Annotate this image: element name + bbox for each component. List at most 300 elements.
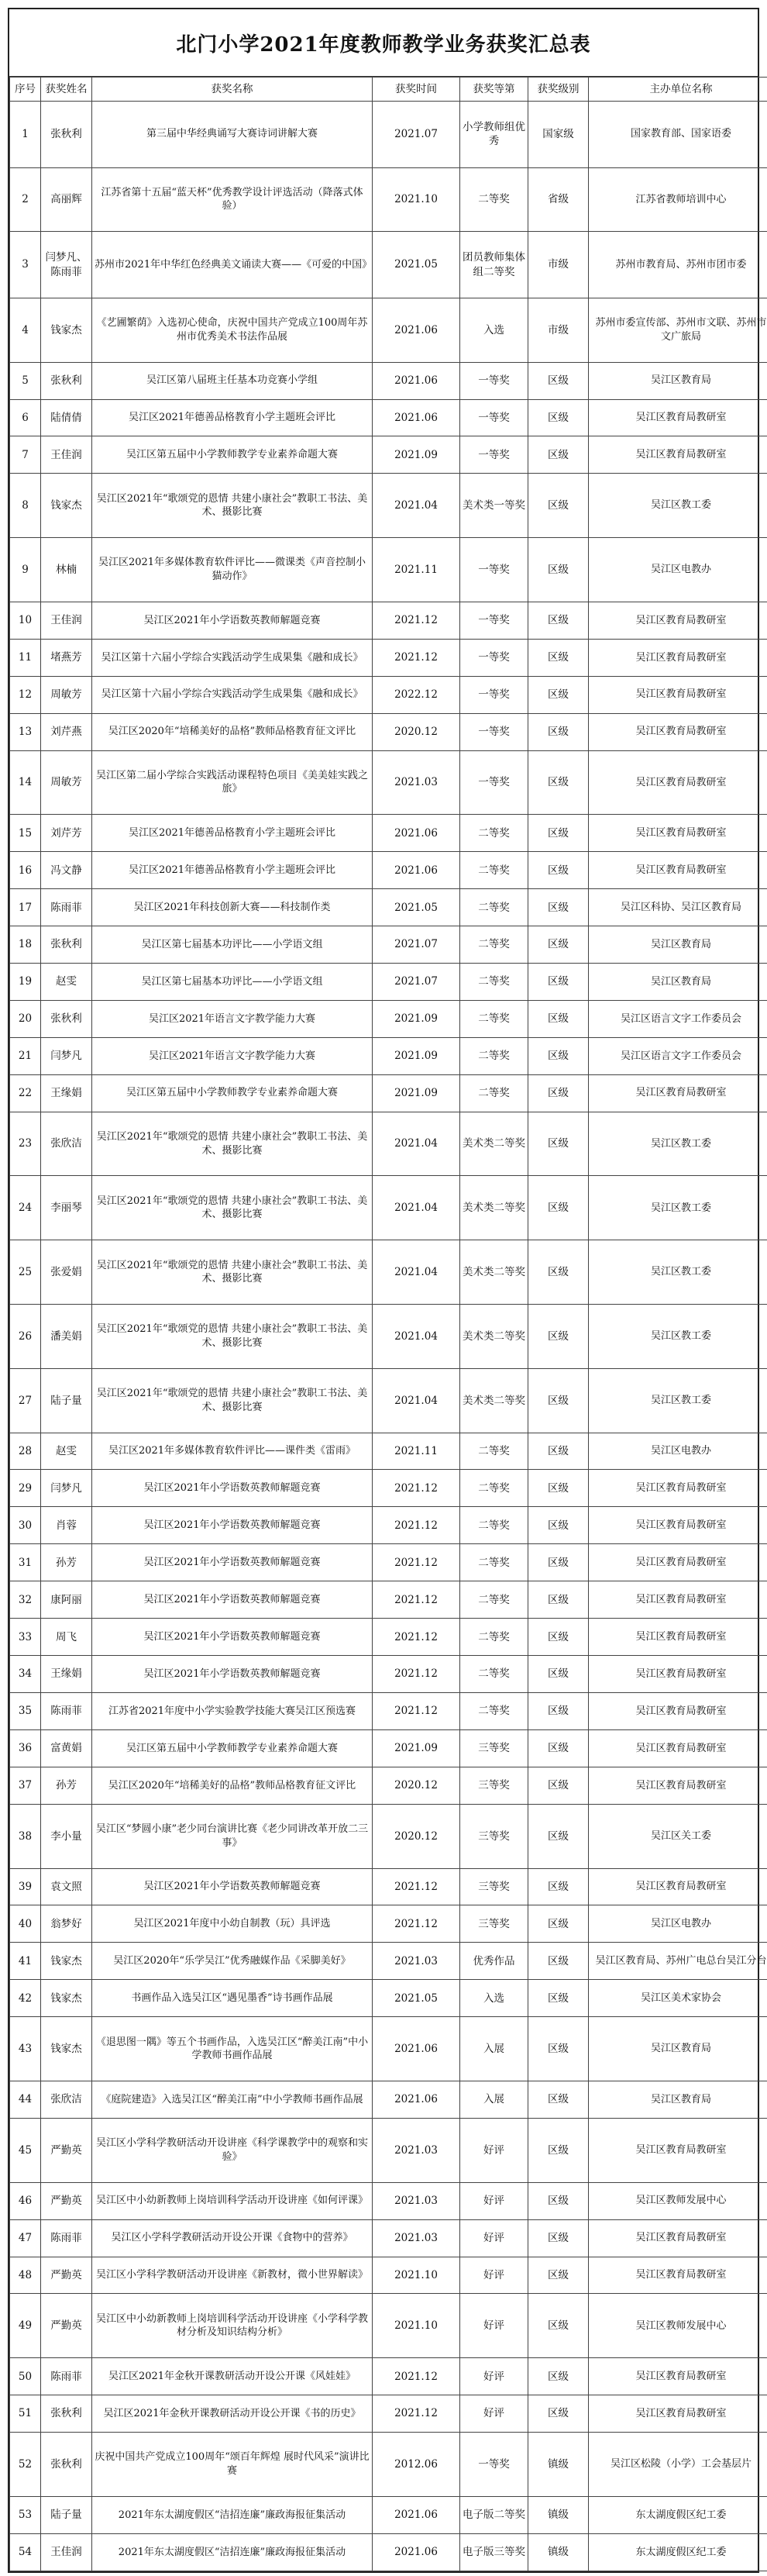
cell-name: 肖蓉 [41,1507,92,1544]
cell-no: 42 [10,1980,41,2017]
cell-org: 吴江区教育局教研室 [589,436,767,474]
cell-level: 区级 [528,1544,589,1581]
cell-time: 2021.12 [373,1544,460,1581]
cell-award: 吴江区2021年德善品格教育小学主题班会评比 [92,815,373,852]
cell-time: 2021.10 [373,167,460,232]
cell-no: 21 [10,1037,41,1074]
cell-time: 2021.12 [373,2395,460,2433]
cell-time: 2021.03 [373,1943,460,1980]
table-row [10,232,767,298]
cell-name: 钱家杰 [41,1943,92,1980]
cell-name: 孙芳 [41,1544,92,1581]
cell-org: 吴江区教育局、苏州广电总台吴江分台 [589,1943,767,1980]
award-sheet [8,8,767,2573]
cell-grade: 一等奖 [460,538,528,602]
cell-award: 吴江区2021年金秋开课教研活动开设公开课《风娃娃》 [92,2358,373,2395]
cell-level: 区级 [528,889,589,926]
cell-grade: 三等奖 [460,1767,528,1804]
cell-grade: 优秀作品 [460,1943,528,1980]
cell-org: 吴江区松陵（小学）工会基层片 [589,2433,767,2497]
cell-level: 区级 [528,2358,589,2395]
cell-no: 20 [10,1000,41,1037]
cell-name: 赵雯 [41,964,92,1001]
cell-level: 镇级 [528,2496,589,2533]
cell-level: 区级 [528,2118,589,2182]
cell-time: 2021.05 [373,889,460,926]
table-row [10,676,767,713]
cell-level: 区级 [528,964,589,1001]
cell-award: 吴江区2021年“歌颂党的恩情 共建小康社会”教职工书法、美术、摄影比赛 [92,1368,373,1433]
cell-grade: 二等奖 [460,167,528,232]
cell-org: 江苏省教师培训中心 [589,167,767,232]
cell-award: 吴江区2021年多媒体教育软件评比——微课类《声音控制小猫动作》 [92,538,373,602]
cell-org: 吴江区教师发展中心 [589,2182,767,2219]
cell-level: 区级 [528,1619,589,1656]
table-row [10,1000,767,1037]
cell-no: 52 [10,2433,41,2497]
cell-org: 吴江区教工委 [589,474,767,538]
cell-org: 吴江区教育局教研室 [589,1693,767,1730]
cell-name: 陈雨菲 [41,2358,92,2395]
table-row [10,639,767,676]
cell-no: 40 [10,1905,41,1943]
cell-time: 2021.06 [373,298,460,362]
header-level: 获奖级别 [528,78,589,102]
cell-level: 区级 [528,1112,589,1176]
cell-org: 吴江区教工委 [589,1176,767,1240]
cell-award: 吴江区2021年“歌颂党的恩情 共建小康社会”教职工书法、美术、摄影比赛 [92,1176,373,1240]
cell-level: 区级 [528,1074,589,1112]
cell-org: 吴江区教育局教研室 [589,1544,767,1581]
cell-award: 吴江区中小幼新教师上岗培训科学活动开设讲座《如何评课》 [92,2182,373,2219]
cell-grade: 二等奖 [460,1544,528,1581]
cell-grade: 一等奖 [460,362,528,399]
cell-org: 吴江区教育局教研室 [589,1470,767,1507]
cell-award: 吴江区第二届小学综合实践活动课程特色项目《美美娃实践之旅》 [92,750,373,815]
cell-award: 吴江区2021年“歌颂党的恩情 共建小康社会”教职工书法、美术、摄影比赛 [92,474,373,538]
cell-award: 吴江区2021年小学语数英教师解题竞赛 [92,602,373,639]
cell-award: 吴江区2020年“乐学吴江”优秀融媒作品《采脚美好》 [92,1943,373,1980]
header-no: 序号 [10,78,41,102]
cell-org: 吴江区电教办 [589,538,767,602]
cell-org: 吴江区教育局教研室 [589,2358,767,2395]
cell-award: 吴江区2021年科技创新大赛——科技制作类 [92,889,373,926]
cell-award: 吴江区2021年小学语数英教师解题竞赛 [92,1868,373,1905]
cell-name: 张秋利 [41,926,92,964]
cell-award: 吴江区第十六届小学综合实践活动学生成果集《融和成长》 [92,639,373,676]
cell-grade: 美术类二等奖 [460,1176,528,1240]
cell-grade: 三等奖 [460,1729,528,1767]
cell-time: 2021.12 [373,1619,460,1656]
header-org: 主办单位名称 [589,78,767,102]
cell-time: 2021.04 [373,1368,460,1433]
cell-level: 区级 [528,639,589,676]
cell-level: 区级 [528,1656,589,1693]
cell-org: 吴江区教工委 [589,1240,767,1305]
cell-level: 区级 [528,1905,589,1943]
cell-grade: 好评 [460,2118,528,2182]
cell-no: 22 [10,1074,41,1112]
cell-grade: 美术类二等奖 [460,1305,528,1369]
cell-org: 吴江区教育局教研室 [589,2395,767,2433]
cell-award: 第三届中华经典诵写大赛诗词讲解大赛 [92,102,373,168]
table-row [10,2081,767,2118]
cell-level: 区级 [528,2182,589,2219]
table-row [10,815,767,852]
table-row [10,2182,767,2219]
cell-grade: 二等奖 [460,1074,528,1112]
cell-grade: 一等奖 [460,2433,528,2497]
cell-name: 堵燕芳 [41,639,92,676]
table-header-row [10,78,767,102]
cell-award: 吴江区2021年小学语数英教师解题竞赛 [92,1581,373,1619]
cell-org: 吴江区教育局教研室 [589,676,767,713]
table-row [10,538,767,602]
cell-name: 赵雯 [41,1433,92,1470]
cell-no: 19 [10,964,41,1001]
cell-name: 钱家杰 [41,474,92,538]
cell-award: 吴江区小学科学教研活动开设公开课《食物中的营养》 [92,2219,373,2257]
table-row [10,1240,767,1305]
table-row [10,2017,767,2081]
table-row [10,2395,767,2433]
cell-grade: 电子版三等奖 [460,2533,528,2571]
table-row [10,750,767,815]
cell-no: 51 [10,2395,41,2433]
cell-grade: 团员教师集体组二等奖 [460,232,528,298]
cell-award: 吴江区2021年小学语数英教师解题竞赛 [92,1619,373,1656]
cell-grade: 二等奖 [460,1037,528,1074]
cell-award: 吴江区2021年小学语数英教师解题竞赛 [92,1470,373,1507]
cell-no: 31 [10,1544,41,1581]
cell-no: 54 [10,2533,41,2571]
cell-level: 区级 [528,1943,589,1980]
cell-time: 2021.03 [373,2219,460,2257]
cell-name: 闫梦凡 [41,1037,92,1074]
cell-name: 钱家杰 [41,1980,92,2017]
cell-grade: 美术类二等奖 [460,1112,528,1176]
cell-org: 吴江区教育局教研室 [589,852,767,889]
cell-time: 2021.11 [373,1433,460,1470]
cell-level: 镇级 [528,2533,589,2571]
table-row [10,474,767,538]
cell-level: 市级 [528,232,589,298]
cell-org: 吴江区教育局教研室 [589,1656,767,1693]
cell-name: 林楠 [41,538,92,602]
cell-level: 区级 [528,436,589,474]
cell-level: 区级 [528,750,589,815]
table-row [10,713,767,750]
cell-org: 东太湖度假区纪工委 [589,2496,767,2533]
cell-award: 吴江区第五届中小学教师教学专业素养命题大赛 [92,1074,373,1112]
cell-time: 2021.07 [373,926,460,964]
table-row [10,298,767,362]
cell-award: 吴江区2021年语言文字教学能力大赛 [92,1037,373,1074]
cell-no: 5 [10,362,41,399]
cell-org: 吴江区教育局教研室 [589,2219,767,2257]
cell-time: 2021.10 [373,2257,460,2294]
cell-level: 区级 [528,1804,589,1868]
cell-level: 区级 [528,1368,589,1433]
cell-level: 区级 [528,1240,589,1305]
cell-level: 区级 [528,2395,589,2433]
cell-grade: 二等奖 [460,1656,528,1693]
cell-org: 吴江区教工委 [589,1305,767,1369]
cell-grade: 好评 [460,2395,528,2433]
cell-level: 区级 [528,1868,589,1905]
cell-award: 苏州市2021年中华红色经典美文诵读大赛——《可爱的中国》 [92,232,373,298]
cell-name: 孙芳 [41,1767,92,1804]
cell-time: 2021.07 [373,102,460,168]
cell-level: 市级 [528,298,589,362]
cell-org: 吴江区教育局 [589,362,767,399]
cell-name: 张欣洁 [41,2081,92,2118]
cell-grade: 二等奖 [460,889,528,926]
cell-name: 王缘娟 [41,1074,92,1112]
cell-time: 2021.09 [373,436,460,474]
table-row [10,1767,767,1804]
cell-no: 45 [10,2118,41,2182]
cell-no: 36 [10,1729,41,1767]
cell-time: 2021.03 [373,2182,460,2219]
cell-name: 高丽辉 [41,167,92,232]
cell-grade: 美术类二等奖 [460,1368,528,1433]
cell-award: 江苏省2021年度中小学实验教学技能大赛吴江区预选赛 [92,1693,373,1730]
cell-time: 2020.12 [373,1804,460,1868]
table-row [10,2257,767,2294]
cell-time: 2021.06 [373,2081,460,2118]
cell-org: 吴江区教育局教研室 [589,815,767,852]
cell-time: 2021.12 [373,2358,460,2395]
cell-award: 吴江区2021年语言文字教学能力大赛 [92,1000,373,1037]
cell-time: 2021.12 [373,1693,460,1730]
table-row [10,1619,767,1656]
cell-level: 区级 [528,1729,589,1767]
table-row [10,1305,767,1369]
cell-level: 区级 [528,1980,589,2017]
cell-time: 2021.06 [373,399,460,436]
table-row [10,889,767,926]
cell-name: 严勤英 [41,2294,92,2358]
cell-name: 张秋利 [41,2395,92,2433]
table-row [10,1470,767,1507]
cell-time: 2020.12 [373,1767,460,1804]
cell-time: 2021.09 [373,1037,460,1074]
cell-org: 吴江区教工委 [589,1368,767,1433]
header-name: 获奖姓名 [41,78,92,102]
cell-name: 陆子量 [41,2496,92,2533]
cell-org: 吴江区教育局教研室 [589,750,767,815]
cell-no: 38 [10,1804,41,1868]
cell-level: 国家级 [528,102,589,168]
cell-no: 48 [10,2257,41,2294]
cell-org: 吴江区教育局教研室 [589,639,767,676]
cell-org: 吴江区教育局教研室 [589,399,767,436]
cell-org: 吴江区教育局教研室 [589,1767,767,1804]
cell-grade: 小学教师组优秀 [460,102,528,168]
cell-grade: 二等奖 [460,815,528,852]
cell-name: 康阿丽 [41,1581,92,1619]
cell-no: 7 [10,436,41,474]
cell-no: 13 [10,713,41,750]
table-row [10,1544,767,1581]
cell-name: 王佳润 [41,436,92,474]
cell-org: 吴江区教育局 [589,964,767,1001]
cell-grade: 一等奖 [460,436,528,474]
cell-org: 吴江区电教办 [589,1433,767,1470]
cell-level: 区级 [528,538,589,602]
cell-grade: 一等奖 [460,399,528,436]
cell-name: 冯文静 [41,852,92,889]
cell-award: 吴江区中小幼新教师上岗培训科学活动开设讲座《小学科学教材分析及知识结构分析》 [92,2294,373,2358]
cell-no: 53 [10,2496,41,2533]
cell-time: 2021.06 [373,2496,460,2533]
cell-no: 43 [10,2017,41,2081]
cell-org: 吴江区教育局教研室 [589,1619,767,1656]
cell-no: 35 [10,1693,41,1730]
cell-no: 34 [10,1656,41,1693]
cell-name: 闫梦凡 [41,1470,92,1507]
cell-name: 李丽琴 [41,1176,92,1240]
cell-level: 区级 [528,1433,589,1470]
cell-org: 吴江区教育局教研室 [589,1507,767,1544]
cell-level: 区级 [528,2017,589,2081]
cell-grade: 一等奖 [460,639,528,676]
cell-time: 2021.06 [373,852,460,889]
table-row [10,2118,767,2182]
table-row [10,1581,767,1619]
cell-no: 12 [10,676,41,713]
cell-time: 2021.09 [373,1729,460,1767]
cell-award: 吴江区第七届基本功评比——小学语文组 [92,926,373,964]
table-row [10,1176,767,1240]
cell-name: 刘芹燕 [41,713,92,750]
cell-org: 东太湖度假区纪工委 [589,2533,767,2571]
cell-grade: 三等奖 [460,1804,528,1868]
cell-no: 6 [10,399,41,436]
cell-name: 严勤英 [41,2182,92,2219]
cell-name: 周飞 [41,1619,92,1656]
cell-no: 37 [10,1767,41,1804]
cell-org: 国家教育部、国家语委 [589,102,767,168]
cell-grade: 入选 [460,298,528,362]
cell-org: 吴江区教育局 [589,926,767,964]
cell-grade: 二等奖 [460,852,528,889]
cell-award: 吴江区2020年“培稀美好的品格”教师品格教育征文评比 [92,1767,373,1804]
cell-award: 《退思图一隅》等五个书画作品，入选吴江区“醉美江南”中小学教师书画作品展 [92,2017,373,2081]
cell-level: 区级 [528,2081,589,2118]
cell-time: 2021.10 [373,2294,460,2358]
cell-level: 区级 [528,1767,589,1804]
cell-name: 严勤英 [41,2118,92,2182]
table-row [10,436,767,474]
cell-award: 吴江区第八届班主任基本功竞赛小学组 [92,362,373,399]
cell-level: 区级 [528,815,589,852]
cell-no: 29 [10,1470,41,1507]
cell-name: 张秋利 [41,2433,92,2497]
cell-time: 2021.04 [373,1112,460,1176]
cell-name: 周敏芳 [41,676,92,713]
table-row [10,2358,767,2395]
cell-grade: 美术类一等奖 [460,474,528,538]
cell-level: 区级 [528,1507,589,1544]
table-row [10,362,767,399]
header-time: 获奖时间 [373,78,460,102]
cell-no: 49 [10,2294,41,2358]
cell-time: 2021.07 [373,964,460,1001]
cell-time: 2021.12 [373,639,460,676]
cell-name: 钱家杰 [41,2017,92,2081]
table-row [10,1905,767,1943]
cell-no: 17 [10,889,41,926]
table-row [10,2496,767,2533]
cell-time: 2021.04 [373,1240,460,1305]
cell-name: 王佳润 [41,2533,92,2571]
cell-no: 27 [10,1368,41,1433]
cell-level: 区级 [528,474,589,538]
cell-no: 46 [10,2182,41,2219]
cell-no: 18 [10,926,41,964]
cell-org: 吴江区教育局教研室 [589,1074,767,1112]
table-row [10,1804,767,1868]
cell-no: 26 [10,1305,41,1369]
cell-name: 钱家杰 [41,298,92,362]
cell-award: 《庭院建造》入选吴江区“醉美江南”中小学教师书画作品展 [92,2081,373,2118]
cell-time: 2022.12 [373,676,460,713]
cell-grade: 二等奖 [460,1619,528,1656]
cell-award: 庆祝中国共产党成立100周年“颂百年辉煌 展时代风采”演讲比赛 [92,2433,373,2497]
cell-time: 2021.06 [373,362,460,399]
table-row [10,2433,767,2497]
cell-org: 吴江区教育局教研室 [589,1868,767,1905]
cell-no: 30 [10,1507,41,1544]
cell-org: 吴江区教育局教研室 [589,1729,767,1767]
cell-level: 区级 [528,676,589,713]
cell-no: 39 [10,1868,41,1905]
cell-no: 9 [10,538,41,602]
cell-name: 陆倩倩 [41,399,92,436]
table-row [10,1693,767,1730]
cell-award: 吴江区第七届基本功评比——小学语文组 [92,964,373,1001]
cell-no: 11 [10,639,41,676]
cell-no: 1 [10,102,41,168]
cell-org: 吴江区教育局教研室 [589,2257,767,2294]
cell-level: 区级 [528,852,589,889]
cell-time: 2021.05 [373,1980,460,2017]
cell-level: 区级 [528,1037,589,1074]
cell-no: 41 [10,1943,41,1980]
table-row [10,1656,767,1693]
cell-time: 2021.09 [373,1000,460,1037]
cell-grade: 二等奖 [460,1581,528,1619]
cell-org: 吴江区语言文字工作委员会 [589,1000,767,1037]
table-row [10,1980,767,2017]
cell-no: 10 [10,602,41,639]
cell-name: 张爱娟 [41,1240,92,1305]
table-row [10,1868,767,1905]
cell-name: 刘芹芳 [41,815,92,852]
cell-org: 吴江区教师发展中心 [589,2294,767,2358]
cell-grade: 二等奖 [460,926,528,964]
cell-name: 张秋利 [41,362,92,399]
cell-grade: 二等奖 [460,1507,528,1544]
cell-award: 吴江区2021年多媒体教育软件评比——课件类《雷雨》 [92,1433,373,1470]
table-row [10,2294,767,2358]
cell-no: 15 [10,815,41,852]
cell-grade: 美术类二等奖 [460,1240,528,1305]
cell-award: 书画作品入选吴江区“遇见墨香”诗书画作品展 [92,1980,373,2017]
cell-award: 吴江区2021年“歌颂党的恩情 共建小康社会”教职工书法、美术、摄影比赛 [92,1240,373,1305]
